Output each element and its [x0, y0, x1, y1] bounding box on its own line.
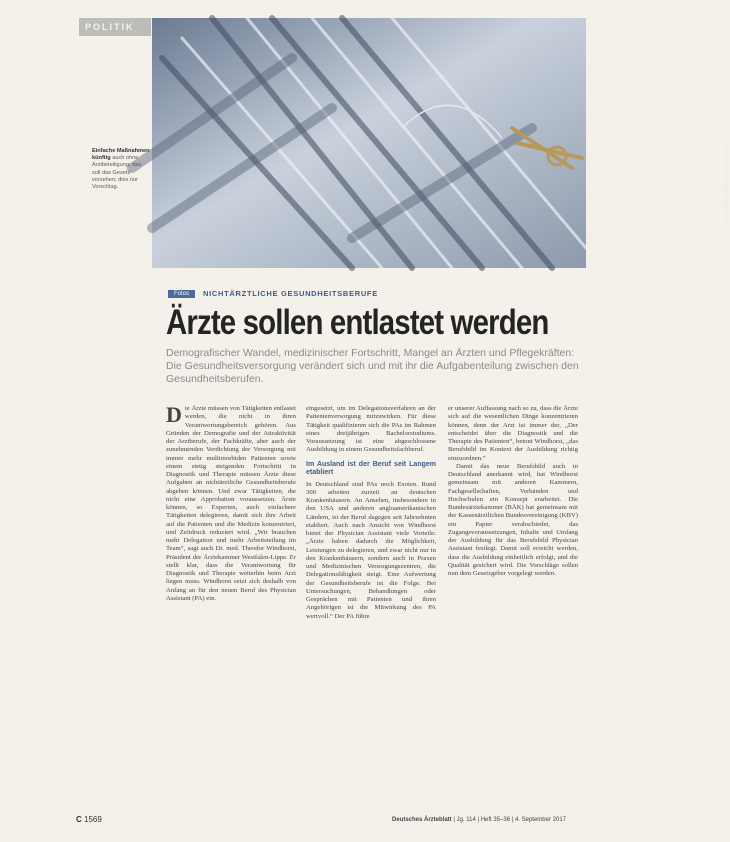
article-headline: Ärzte sollen entlastet werden [166, 303, 549, 342]
photo-credit: Foto: Westend61/Sarah Holmlund [724, 148, 730, 224]
subheading: Im Ausland ist der Beruf seit Langem etabliert [306, 460, 436, 477]
page-number [76, 815, 102, 824]
paragraph: In Deutschland sind PAs noch Exoten. Rund 300 arbeiten zurzeit an deutschen Krankenhäusern. An Ansehen, insbesondere in den USA und anderen angloamerikanischen Ländern, ist der Beruf dagegen seit Jahrzehnten etabliert. Auch nach Ansicht von Windhorst bietet der Physician Assistant viele Vorteile: „Ärzte haben dadurch die Möglichkeit, Leistungen zu delegieren, und zwar nicht nur in den Krankenhäusern, sondern auch in Praxen und Medizinischen Versorgungszentren, die Delegationsfähigkeit steigt. Eine Aufwertung der Gesundheitsberufe ist die Folge. Bei Untersuchungen, Behandlungen oder Gesprächen mit Patienten und ihren Angehörigen ist die Mitwirkung des PA wertvoll.“ Der PA führe [306, 480, 436, 620]
journal-issue: | Jg. 114 | Heft 35–36 | 4. September 2017 [451, 817, 566, 823]
paragraph: er unserer Auffassung nach so zu, dass die Ärzte sich auf die wesentlichen Dinge konzentrieren können, denn der Arzt ist immer der, „Der entscheidet über die Diagnostik und die Therapie des Patienten“, betont Windhorst, „das Berufsbild im Kontext der Ausbildung richtig einzuordnen.“ [448, 405, 578, 462]
paragraph: ie Ärzte müssen von Tätigkeiten entlastet werden, die nicht in ihren Verantwortungsbereich gehören. Aus Gründen der Demografie und der Attraktivität der Arztberufe, der Fachkräfte, aber auch der zunehmenden Verdichtung der Versorgung mit immer mehr multimorbiden Patienten sowie einem stetig steigenden Fortschritt in Diagnostik und Therapie müssen Ärzte diese Aufgaben an nichtärztliche Gesundheitsberufe abgeben können. Und zwar Tätigkeiten, die nicht eine Approbation voraussetzen. Ärzte können, so Experten, auch einfachere Tätigkeiten delegieren, damit sich ihre Arbeit auf die Patienten und die Medizin konzentriert, und Zeitdruck reduziert wird. „Wir brauchen mehr Delegation und mehr Arbeitsteilung im Team“, sagt auch Dr. med. Theodor Windhorst, Präsident der Ärztekammer Westfalen-Lippe. Er stellt klar, dass die Verantwortung für Diagnostik und Therapie weiterhin beim Arzt liegen muss. Windhorst setzt sich deshalb von Anfang an für den neuen Beruf des Physician Assistant (PA) ein. [166, 405, 296, 602]
rubric-label: NICHTÄRZTLICHE GESUNDHEITSBERUFE [203, 289, 378, 298]
page-number-value: 1569 [84, 815, 102, 824]
photo-caption [92, 148, 150, 191]
text-column-1 [166, 402, 296, 603]
drop-cap: D [166, 402, 182, 427]
page-prefix: C [76, 815, 82, 824]
paragraph: eingesetzt, um im Delegationsverfahren an der Patientenversorgung mitzuwirken. Für diese Tätigkeit qualifizieren sich die PAs im Rahmen eines dreijährigen Bachelorstudiums. Voraussetzung ist eine abgeschlossene Ausbildung in einem Gesundheitsfachberuf. [306, 405, 436, 454]
journal-info [392, 817, 566, 823]
surgical-instruments-image [152, 18, 586, 268]
text-column-3 [448, 405, 578, 578]
section-tag [79, 18, 151, 36]
article-photo [152, 18, 730, 268]
rubric-badge: Fotos [168, 290, 195, 298]
paragraph: Damit das neue Berufsbild auch in Deutschland anerkannt wird, hat Windhorst gemeinsam mit anderen Kammern, Fachgesellschaften, Verbänden und Hochschulen ein Konzept erarbeitet. Die Bundesärztekammer (BÄK) hat gemeinsam mit der Kassenärztlichen Bundesvereinigung (KBV) ein Papier verabschiedet, das Zugangsvoraussetzungen, Inhalte und Umfang der Ausbildung für das Berufsbild Physician Assistant festlegt. Damit soll erreicht werden, dass die Ausbildung einheitlich erfolgt, und die Qualität gesichert wird. Die Vorschläge sollen nun dem Gesetzgeber vorgelegt werden. [448, 462, 578, 577]
journal-name: Deutsches Ärzteblatt [392, 817, 452, 823]
article-rubric [168, 289, 378, 298]
article-lead: Demografischer Wandel, medizinischer Fortschritt, Mangel an Ärzten und Pflegekräften: Die Gesundheitsversorgung verändert sich und mit ihr die Aufgabenteilung zwischen den Gesundheitsberufen. [166, 347, 579, 385]
caption-text: auch ohne Arztbeteiligung: das soll das Gesetz vorsehen; dies nur Vorschlag. [92, 155, 142, 191]
caption-bold: Einfache Maßnahmen künftig [92, 148, 150, 162]
section-label: POLITIK [85, 22, 135, 32]
text-column-2 [306, 405, 436, 621]
